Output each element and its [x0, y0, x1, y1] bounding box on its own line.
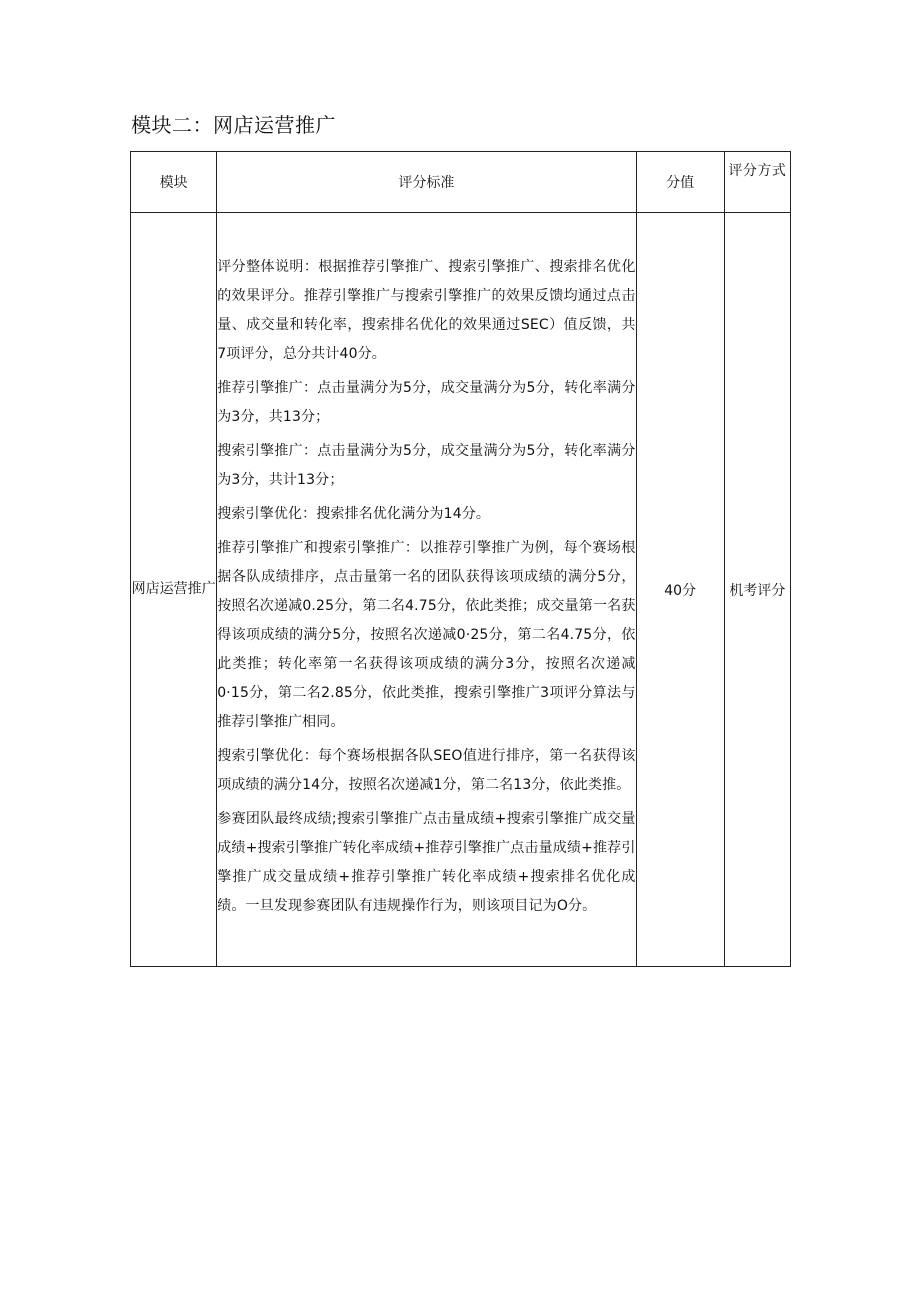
header-module: 模块: [131, 152, 217, 213]
table-row: [131, 213, 791, 967]
header-score: 分值: [636, 152, 724, 213]
method-cell: 机考评分: [724, 213, 790, 967]
criteria-ranking-rules: 推荐引擎推广和搜索引擎推广：以推荐引擎推广为例，每个赛场根据各队成绩排序，点击量第一名的团队获得该项成绩的满分5分，按照名次递减0.25分，第二名4.75分，依此类推；成交量第一名获得该项成绩的满分5分，按照名次递减0·25分，第二名4.75分，依此类推；转化率第一名获得该项成绩的满分3分，按照名次递减0·15分，第二名2.85分，依此类推，搜索引擎推广3项评分算法与推荐引擎推广相同。: [217, 540, 636, 730]
score-cell: 40分: [636, 213, 724, 967]
table-header-row: [131, 152, 791, 213]
header-criteria: 评分标准: [217, 152, 636, 213]
criteria-overview: 评分整体说明：根据推荐引擎推广、搜索引擎推广、搜索排名优化的效果评分。推荐引擎推广与搜索引擎推广的效果反馈均通过点击量、成交量和转化率，搜索排名优化的效果通过SEC）值反馈，共7项评分，总分共计40分。: [217, 259, 636, 362]
criteria-recommend-engine: 推荐引擎推广：点击量满分为5分，成交量满分为5分，转化率满分为3分，共13分；: [217, 380, 636, 425]
criteria-search-optimization: 搜索引擎优化：搜索排名优化满分为14分。: [217, 506, 491, 522]
section-title: 模块二：网店运营推广: [131, 113, 336, 137]
criteria-final-score: 参赛团队最终成绩;搜索引擎推广点击量成绩+搜索引擎推广成交量成绩+搜索引擎推广转化率成绩+推荐引擎推广点击量成绩+推荐引擎推广成交量成绩+推荐引擎推广转化率成绩+搜索排名优化成绩。一旦发现参赛团队有违规操作行为，则该项目记为O分。: [217, 811, 636, 914]
module-cell: 网店运营推广: [131, 213, 217, 967]
criteria-seo-rules: 搜索引擎优化：每个赛场根据各队SEO值进行排序，第一名获得该项成绩的满分14分，按照名次递减1分，第二名13分，依此类推。: [217, 748, 636, 793]
scoring-table: [130, 151, 791, 967]
criteria-cell: [217, 213, 636, 967]
criteria-search-engine: 搜索引擎推广：点击量满分为5分，成交量满分为5分，转化率满分为3分，共计13分；: [217, 443, 636, 488]
header-method: 评分方式: [724, 152, 790, 213]
